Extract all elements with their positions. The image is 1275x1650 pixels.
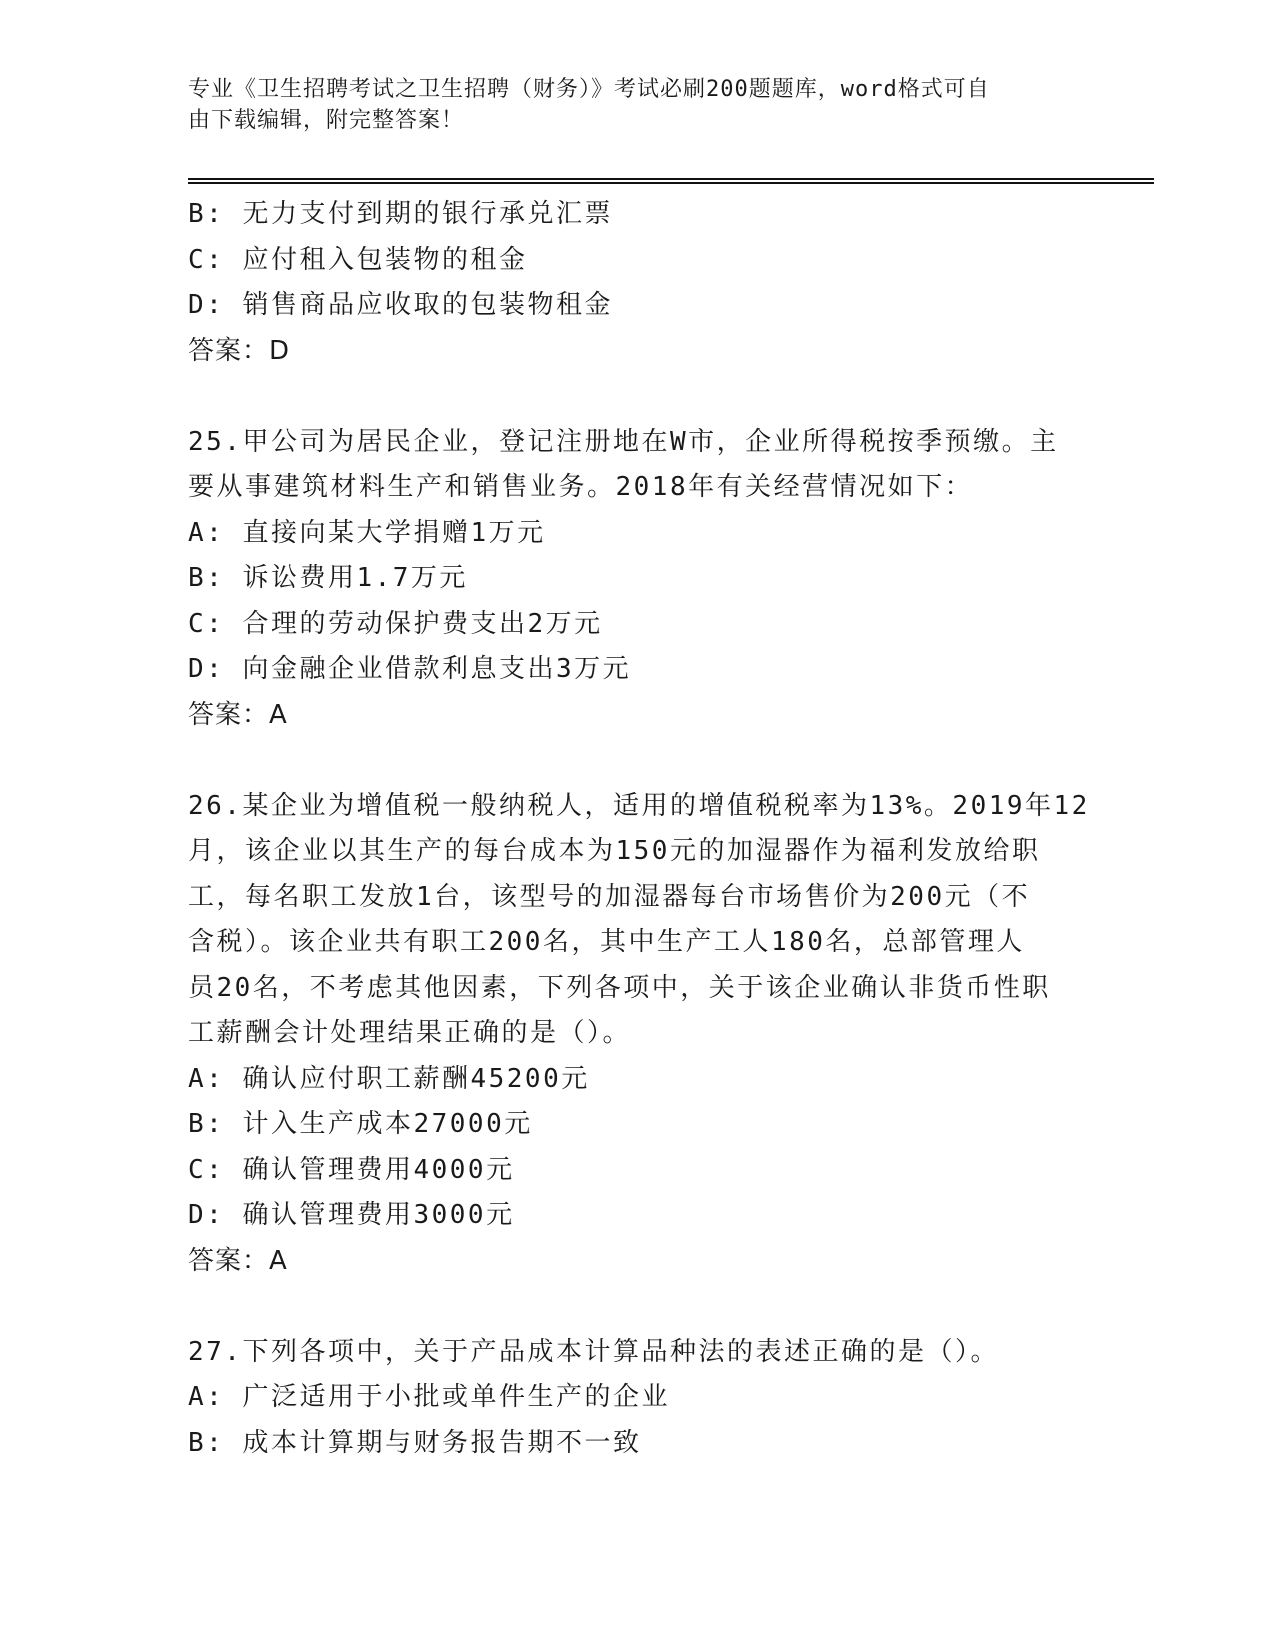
- question-26: [188, 784, 1088, 1285]
- question-stem-line: 25.甲公司为居民企业，登记注册地在W市，企业所得税按季预缴。主: [188, 426, 1059, 457]
- option-c: C: 确认管理费用4000元: [188, 1154, 515, 1185]
- question-stem-line: 含税）。该企业共有职工200名，其中生产工人180名，总部管理人: [188, 927, 1025, 957]
- option-b: B: 诉讼费用1.7万元: [188, 563, 468, 593]
- option-a: A: 直接向某大学捐赠1万元: [188, 517, 546, 548]
- header-line-2: 由下载编辑，附完整答案！: [188, 108, 465, 133]
- spacer: [188, 738, 1088, 784]
- spacer: [188, 1284, 1088, 1330]
- question-stem-line: 要从事建筑材料生产和销售业务。2018年有关经营情况如下：: [188, 472, 974, 502]
- option-a: A: 广泛适用于小批或单件生产的企业: [188, 1382, 670, 1412]
- question-stem-line: 员20名，不考虑其他因素，下列各项中，关于该企业确认非货币性职: [188, 972, 1051, 1003]
- answer: 答案：A: [188, 699, 288, 730]
- option-b: B: 无力支付到期的银行承兑汇票: [188, 199, 613, 229]
- question-stem-line: 26.某企业为增值税一般纳税人，适用的增值税税率为13%。2019年12: [188, 790, 1090, 821]
- option-c: C: 合理的劳动保护费支出2万元: [188, 608, 603, 639]
- answer: 答案：A: [188, 1245, 288, 1276]
- option-d: D: 向金融企业借款利息支出3万元: [188, 654, 632, 684]
- question-25: [188, 420, 1088, 739]
- question-stem-line: 工，每名职工发放1台，该型号的加湿器每台市场售价为200元（不: [188, 881, 1031, 912]
- option-b: B: 成本计算期与财务报告期不一致: [188, 1427, 642, 1458]
- question-stem-line: 月，该企业以其生产的每台成本为150元的加湿器作为福利发放给职: [188, 836, 1041, 866]
- header-divider-top: [188, 178, 1154, 180]
- question-list: [188, 192, 1088, 1466]
- option-a: A: 确认应付职工薪酬45200元: [188, 1063, 590, 1094]
- option-c: C: 应付租入包装物的租金: [188, 244, 528, 275]
- question-24-tail: [188, 192, 1088, 374]
- option-d: D: 销售商品应收取的包装物租金: [188, 290, 613, 320]
- spacer: [188, 374, 1088, 420]
- answer: 答案：D: [188, 335, 291, 366]
- header-divider-bottom: [188, 182, 1154, 184]
- question-stem-line: 工薪酬会计处理结果正确的是（）。: [188, 1018, 632, 1048]
- question-stem-line: 27.下列各项中，关于产品成本计算品种法的表述正确的是（）。: [188, 1336, 999, 1367]
- document-header: [188, 74, 1088, 136]
- question-27: [188, 1330, 1088, 1467]
- option-b: B: 计入生产成本27000元: [188, 1109, 533, 1139]
- option-d: D: 确认管理费用3000元: [188, 1200, 515, 1230]
- header-line-1: 专业《卫生招聘考试之卫生招聘（财务）》考试必刷200题题库，word格式可自: [188, 77, 990, 102]
